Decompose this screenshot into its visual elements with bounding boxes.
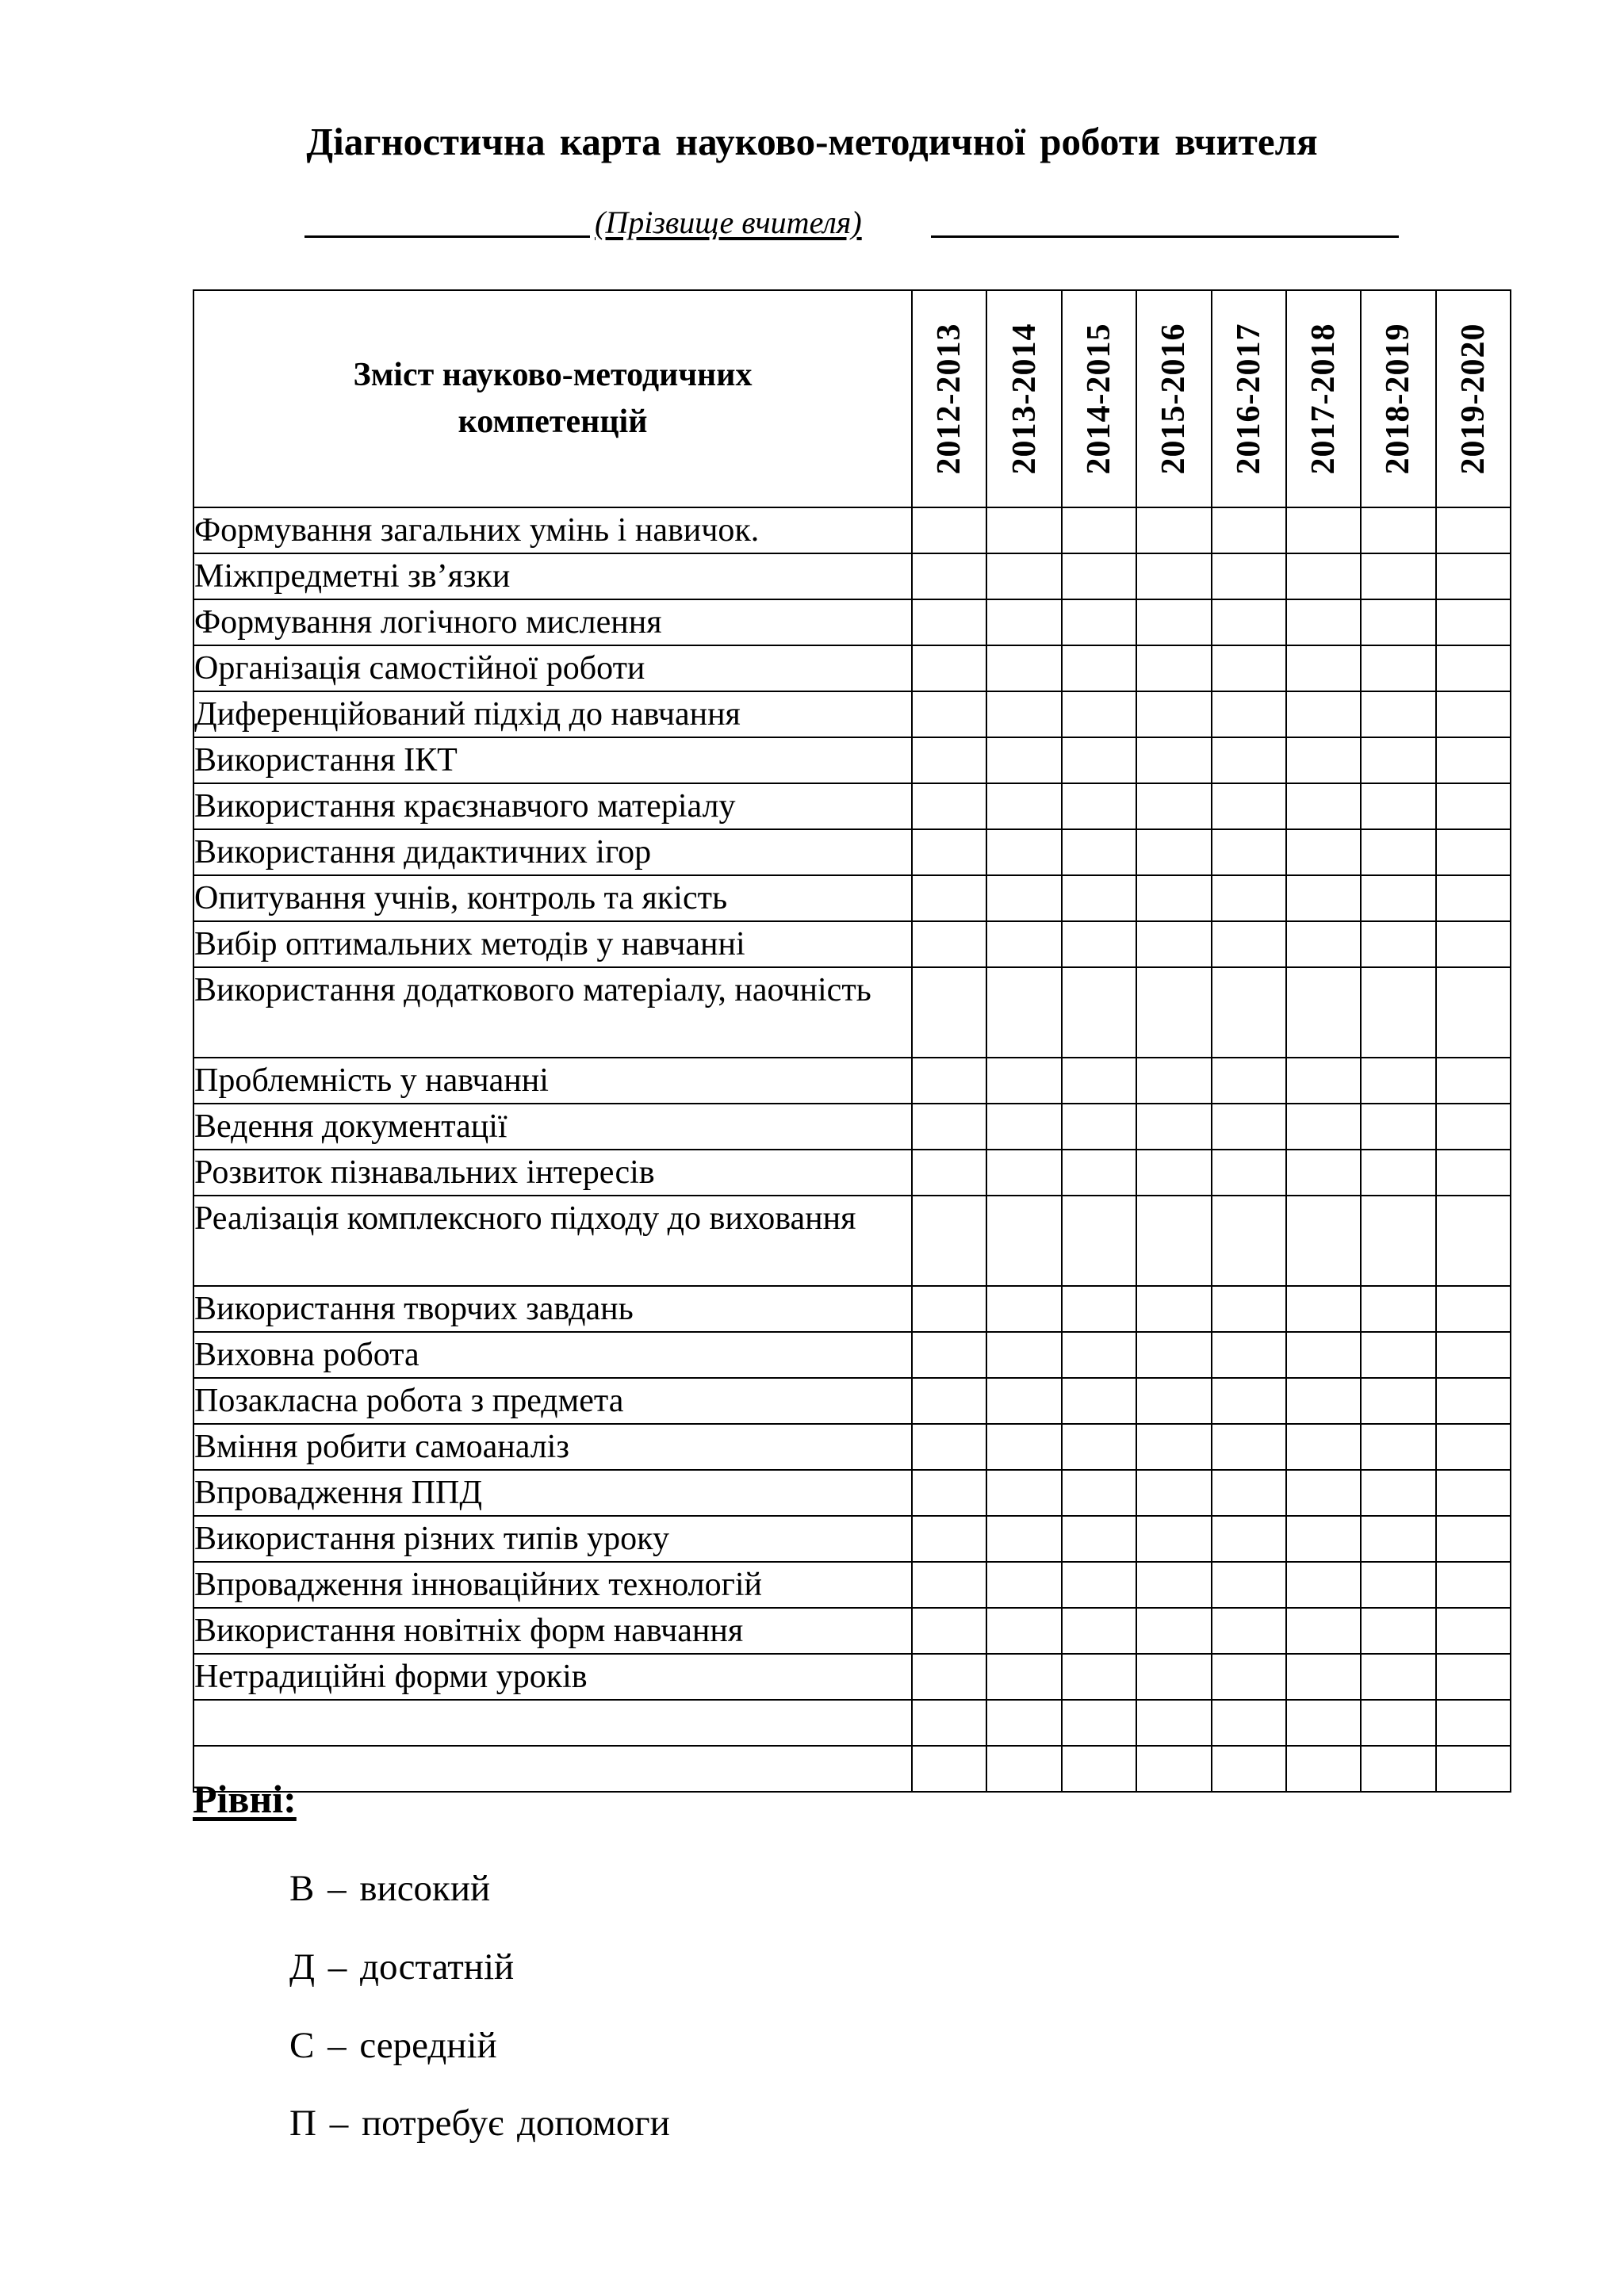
rating-cell[interactable]: [1136, 691, 1211, 737]
rating-cell[interactable]: [1062, 1700, 1136, 1746]
rating-cell[interactable]: [1062, 783, 1136, 829]
rating-cell[interactable]: [1212, 1746, 1286, 1792]
rating-cell[interactable]: [1212, 1700, 1286, 1746]
table-row: [193, 737, 1511, 783]
rating-cell[interactable]: [1136, 507, 1211, 553]
competency-cell: Впровадження ППД: [193, 1470, 912, 1516]
rating-cell[interactable]: [1436, 967, 1511, 1058]
competency-cell: Використання дидактичних ігор: [193, 829, 912, 875]
rating-cell[interactable]: [1436, 921, 1511, 967]
rating-cell[interactable]: [912, 507, 986, 553]
rating-cell[interactable]: [986, 875, 1061, 921]
rating-cell[interactable]: [912, 1332, 986, 1378]
rating-cell[interactable]: [1286, 1562, 1361, 1608]
rating-cell[interactable]: [1436, 875, 1511, 921]
rating-cell[interactable]: [1212, 691, 1286, 737]
rating-cell[interactable]: [1286, 645, 1361, 691]
rating-cell[interactable]: [1212, 829, 1286, 875]
rating-cell[interactable]: [986, 967, 1061, 1058]
rating-cell[interactable]: [1136, 1378, 1211, 1424]
blank-row: [193, 1700, 1511, 1746]
rating-cell[interactable]: [1286, 967, 1361, 1058]
level-item: С – середній: [289, 2025, 497, 2066]
year-label: 2015-2016: [1155, 323, 1193, 475]
rating-cell[interactable]: [912, 645, 986, 691]
rating-cell[interactable]: [1136, 1286, 1211, 1332]
competency-cell: Реалізація комплексного підходу до виховання: [193, 1196, 912, 1286]
rating-cell[interactable]: [912, 921, 986, 967]
rating-cell[interactable]: [1212, 967, 1286, 1058]
teacher-name-blank-left: [304, 235, 590, 238]
rating-cell[interactable]: [986, 1654, 1061, 1700]
rating-cell[interactable]: [1212, 1470, 1286, 1516]
rating-cell[interactable]: [1361, 921, 1435, 967]
rating-cell[interactable]: [912, 691, 986, 737]
year-column-header: [1361, 290, 1435, 507]
rating-cell[interactable]: [1062, 553, 1136, 599]
rating-cell[interactable]: [912, 1378, 986, 1424]
rating-cell[interactable]: [1361, 1196, 1435, 1286]
rating-cell[interactable]: [1062, 599, 1136, 645]
rating-cell[interactable]: [1136, 1700, 1211, 1746]
rating-cell[interactable]: [1436, 553, 1511, 599]
rating-cell[interactable]: [1361, 1286, 1435, 1332]
rating-cell[interactable]: [1136, 737, 1211, 783]
rating-cell[interactable]: [1062, 1516, 1136, 1562]
table-row: [193, 1058, 1511, 1104]
rating-cell[interactable]: [912, 1700, 986, 1746]
rating-cell[interactable]: [1062, 1196, 1136, 1286]
rating-cell[interactable]: [1136, 1516, 1211, 1562]
table-row: [193, 1424, 1511, 1470]
rating-cell[interactable]: [1436, 1104, 1511, 1150]
rating-cell[interactable]: [1212, 921, 1286, 967]
rating-cell[interactable]: [1212, 1608, 1286, 1654]
rating-cell[interactable]: [1361, 1608, 1435, 1654]
year-column-header: [912, 290, 986, 507]
rating-cell[interactable]: [1436, 1378, 1511, 1424]
rating-cell[interactable]: [1286, 783, 1361, 829]
blank-competency-cell[interactable]: [193, 1700, 912, 1746]
competency-cell: Опитування учнів, контроль та якість: [193, 875, 912, 921]
table-row: [193, 783, 1511, 829]
rating-cell[interactable]: [1212, 599, 1286, 645]
rating-cell[interactable]: [1136, 921, 1211, 967]
rating-cell[interactable]: [1286, 1470, 1361, 1516]
rating-cell[interactable]: [1212, 1332, 1286, 1378]
table-row: [193, 599, 1511, 645]
rating-cell[interactable]: [1436, 829, 1511, 875]
rating-cell[interactable]: [1212, 737, 1286, 783]
rating-cell[interactable]: [1062, 875, 1136, 921]
competency-cell: Використання додаткового матеріалу, наочність: [193, 967, 912, 1058]
competencies-column-header-label: Зміст науково-методичних компетенцій: [353, 357, 753, 440]
rating-cell[interactable]: [912, 737, 986, 783]
rating-cell[interactable]: [1361, 1746, 1435, 1792]
rating-cell[interactable]: [986, 1104, 1061, 1150]
rating-cell[interactable]: [1436, 1516, 1511, 1562]
rating-cell[interactable]: [912, 1608, 986, 1654]
rating-cell[interactable]: [986, 1562, 1061, 1608]
year-column-header: [986, 290, 1061, 507]
table-row: [193, 1654, 1511, 1700]
rating-cell[interactable]: [1286, 1746, 1361, 1792]
rating-cell[interactable]: [1062, 1332, 1136, 1378]
rating-cell[interactable]: [1136, 1424, 1211, 1470]
competency-cell: Формування загальних умінь і навичок.: [193, 507, 912, 553]
rating-cell[interactable]: [1062, 967, 1136, 1058]
competency-cell: Вміння робити самоаналіз: [193, 1424, 912, 1470]
rating-cell[interactable]: [912, 1424, 986, 1470]
rating-cell[interactable]: [1286, 1654, 1361, 1700]
rating-cell[interactable]: [1286, 691, 1361, 737]
rating-cell[interactable]: [1062, 737, 1136, 783]
rating-cell[interactable]: [1136, 599, 1211, 645]
rating-cell[interactable]: [1136, 1654, 1211, 1700]
rating-cell[interactable]: [1361, 783, 1435, 829]
rating-cell[interactable]: [1212, 1562, 1286, 1608]
table-row: [193, 1332, 1511, 1378]
rating-cell[interactable]: [1436, 737, 1511, 783]
table-row: [193, 1150, 1511, 1196]
rating-cell[interactable]: [1136, 829, 1211, 875]
competency-cell: Міжпредметні зв’язки: [193, 553, 912, 599]
rating-cell[interactable]: [1361, 1150, 1435, 1196]
rating-cell[interactable]: [986, 921, 1061, 967]
level-item: Д – достатній: [289, 1946, 515, 1988]
rating-cell[interactable]: [1436, 645, 1511, 691]
rating-cell[interactable]: [986, 599, 1061, 645]
blank-competency-cell[interactable]: [193, 1746, 912, 1792]
rating-cell[interactable]: [1436, 1424, 1511, 1470]
rating-cell[interactable]: [986, 783, 1061, 829]
document-title: Діагностична карта науково-методичної роботи вчителя: [306, 120, 1318, 163]
rating-cell[interactable]: [1286, 1286, 1361, 1332]
rating-cell[interactable]: [1286, 1608, 1361, 1654]
rating-cell[interactable]: [1286, 1104, 1361, 1150]
level-item: П – потребує допомоги: [289, 2103, 670, 2144]
rating-cell[interactable]: [1062, 1608, 1136, 1654]
year-label: 2017-2018: [1305, 323, 1342, 475]
rating-cell[interactable]: [1136, 783, 1211, 829]
year-column-header: [1062, 290, 1136, 507]
rating-cell[interactable]: [1286, 553, 1361, 599]
rating-cell[interactable]: [1436, 1196, 1511, 1286]
rating-cell[interactable]: [986, 1746, 1061, 1792]
rating-cell[interactable]: [1436, 1058, 1511, 1104]
rating-cell[interactable]: [1212, 1058, 1286, 1104]
rating-cell[interactable]: [1062, 1424, 1136, 1470]
rating-cell[interactable]: [912, 1654, 986, 1700]
rating-cell[interactable]: [1136, 967, 1211, 1058]
rating-cell[interactable]: [986, 691, 1061, 737]
rating-cell[interactable]: [1062, 1470, 1136, 1516]
table-row: [193, 507, 1511, 553]
rating-cell[interactable]: [1136, 1562, 1211, 1608]
rating-cell[interactable]: [912, 1058, 986, 1104]
rating-cell[interactable]: [1361, 1654, 1435, 1700]
rating-cell[interactable]: [1436, 1562, 1511, 1608]
rating-cell[interactable]: [1286, 599, 1361, 645]
rating-cell[interactable]: [1062, 921, 1136, 967]
rating-cell[interactable]: [1361, 1516, 1435, 1562]
rating-cell[interactable]: [1361, 967, 1435, 1058]
competency-cell: Ведення документації: [193, 1104, 912, 1150]
rating-cell[interactable]: [912, 967, 986, 1058]
rating-cell[interactable]: [912, 1746, 986, 1792]
rating-cell[interactable]: [986, 1196, 1061, 1286]
rating-cell[interactable]: [986, 1286, 1061, 1332]
rating-cell[interactable]: [1361, 1424, 1435, 1470]
table-row: [193, 1104, 1511, 1150]
rating-cell[interactable]: [1436, 1286, 1511, 1332]
rating-cell[interactable]: [1286, 1058, 1361, 1104]
competency-cell: Використання новітніх форм навчання: [193, 1608, 912, 1654]
rating-cell[interactable]: [1361, 507, 1435, 553]
rating-cell[interactable]: [912, 783, 986, 829]
rating-cell[interactable]: [912, 599, 986, 645]
rating-cell[interactable]: [1212, 507, 1286, 553]
rating-cell[interactable]: [986, 1470, 1061, 1516]
table-row: [193, 967, 1511, 1058]
rating-cell[interactable]: [1212, 783, 1286, 829]
rating-cell[interactable]: [1361, 829, 1435, 875]
rating-cell[interactable]: [1212, 1654, 1286, 1700]
rating-cell[interactable]: [1361, 1378, 1435, 1424]
rating-cell[interactable]: [1436, 1332, 1511, 1378]
blank-row: [193, 1746, 1511, 1792]
competency-cell: Використання ІКТ: [193, 737, 912, 783]
competency-cell: Використання краєзнавчого матеріалу: [193, 783, 912, 829]
rating-cell[interactable]: [912, 1286, 986, 1332]
competency-cell: Впровадження інноваційних технологій: [193, 1562, 912, 1608]
rating-cell[interactable]: [1062, 1746, 1136, 1792]
rating-cell[interactable]: [1062, 1654, 1136, 1700]
rating-cell[interactable]: [1062, 645, 1136, 691]
rating-cell[interactable]: [1361, 553, 1435, 599]
rating-cell[interactable]: [1286, 737, 1361, 783]
rating-cell[interactable]: [1062, 507, 1136, 553]
rating-cell[interactable]: [912, 1150, 986, 1196]
rating-cell[interactable]: [986, 645, 1061, 691]
rating-cell[interactable]: [912, 875, 986, 921]
rating-cell[interactable]: [1361, 691, 1435, 737]
table-row: [193, 1196, 1511, 1286]
rating-cell[interactable]: [1136, 1058, 1211, 1104]
rating-cell[interactable]: [1361, 1562, 1435, 1608]
competencies-column-header: [193, 290, 912, 507]
rating-cell[interactable]: [1062, 1150, 1136, 1196]
year-column-header: [1136, 290, 1211, 507]
year-column-header: [1436, 290, 1511, 507]
teacher-name-caption: (Прізвище вчителя): [595, 205, 862, 240]
rating-cell[interactable]: [1212, 1378, 1286, 1424]
rating-cell[interactable]: [1436, 1150, 1511, 1196]
table-row: [193, 691, 1511, 737]
rating-cell[interactable]: [1136, 1196, 1211, 1286]
rating-cell[interactable]: [1136, 1470, 1211, 1516]
level-item: В – високий: [289, 1868, 491, 1909]
rating-cell[interactable]: [1286, 1424, 1361, 1470]
rating-cell[interactable]: [1062, 1058, 1136, 1104]
rating-cell[interactable]: [1361, 1470, 1435, 1516]
table-row: [193, 1516, 1511, 1562]
rating-cell[interactable]: [1361, 599, 1435, 645]
rating-cell[interactable]: [1436, 1746, 1511, 1792]
year-label: 2018-2019: [1380, 323, 1417, 475]
rating-cell[interactable]: [1361, 1700, 1435, 1746]
table-row: [193, 645, 1511, 691]
competency-cell: Вибір оптимальних методів у навчанні: [193, 921, 912, 967]
rating-cell[interactable]: [1361, 1058, 1435, 1104]
year-label: 2014-2015: [1080, 323, 1117, 475]
teacher-name-line: [304, 197, 1399, 241]
rating-cell[interactable]: [1212, 553, 1286, 599]
table-header-row: [193, 290, 1511, 507]
year-label: 2012-2013: [931, 323, 968, 475]
rating-cell[interactable]: [1136, 645, 1211, 691]
table-row: [193, 1286, 1511, 1332]
rating-cell[interactable]: [912, 1516, 986, 1562]
table-row: [193, 1470, 1511, 1516]
competency-cell: Використання різних типів уроку: [193, 1516, 912, 1562]
rating-cell[interactable]: [1286, 1196, 1361, 1286]
table-row: [193, 1378, 1511, 1424]
rating-cell[interactable]: [1212, 875, 1286, 921]
table-row: [193, 553, 1511, 599]
table-row: [193, 1562, 1511, 1608]
teacher-name-blank-right: [931, 235, 1399, 238]
competency-cell: Використання творчих завдань: [193, 1286, 912, 1332]
rating-cell[interactable]: [1436, 507, 1511, 553]
rating-cell[interactable]: [1436, 1700, 1511, 1746]
competency-cell: Позакласна робота з предмета: [193, 1378, 912, 1424]
rating-cell[interactable]: [1286, 1332, 1361, 1378]
competency-cell: Нетрадиційні форми уроків: [193, 1654, 912, 1700]
rating-cell[interactable]: [1062, 1378, 1136, 1424]
rating-cell[interactable]: [1286, 507, 1361, 553]
rating-cell[interactable]: [1136, 875, 1211, 921]
table-row: [193, 875, 1511, 921]
levels-heading: Рівні:: [193, 1777, 297, 1821]
rating-cell[interactable]: [912, 1196, 986, 1286]
rating-cell[interactable]: [912, 553, 986, 599]
competency-cell: Розвиток пізнавальних інтересів: [193, 1150, 912, 1196]
rating-cell[interactable]: [1436, 1608, 1511, 1654]
rating-cell[interactable]: [986, 1332, 1061, 1378]
table-row: [193, 1608, 1511, 1654]
rating-cell[interactable]: [1436, 783, 1511, 829]
rating-cell[interactable]: [1212, 1104, 1286, 1150]
rating-cell[interactable]: [1136, 1332, 1211, 1378]
rating-cell[interactable]: [912, 1562, 986, 1608]
competency-cell: Виховна робота: [193, 1332, 912, 1378]
rating-cell[interactable]: [912, 1104, 986, 1150]
competency-cell: Організація самостійної роботи: [193, 645, 912, 691]
rating-cell[interactable]: [1361, 645, 1435, 691]
rating-cell[interactable]: [1212, 645, 1286, 691]
rating-cell[interactable]: [1361, 1332, 1435, 1378]
rating-cell[interactable]: [1062, 1562, 1136, 1608]
competency-cell: Формування логічного мислення: [193, 599, 912, 645]
rating-cell[interactable]: [1062, 829, 1136, 875]
competency-cell: Диференційований підхід до навчання: [193, 691, 912, 737]
rating-cell[interactable]: [912, 1470, 986, 1516]
rating-cell[interactable]: [912, 829, 986, 875]
table-row: [193, 921, 1511, 967]
rating-cell[interactable]: [1136, 1104, 1211, 1150]
rating-cell[interactable]: [986, 1608, 1061, 1654]
rating-cell[interactable]: [1286, 875, 1361, 921]
rating-cell[interactable]: [1436, 1654, 1511, 1700]
rating-cell[interactable]: [986, 737, 1061, 783]
rating-cell[interactable]: [1286, 921, 1361, 967]
year-column-header: [1212, 290, 1286, 507]
competency-cell: Проблемність у навчанні: [193, 1058, 912, 1104]
rating-cell[interactable]: [1286, 1700, 1361, 1746]
rating-cell[interactable]: [986, 507, 1061, 553]
rating-cell[interactable]: [1062, 1286, 1136, 1332]
rating-cell[interactable]: [986, 1378, 1061, 1424]
rating-cell[interactable]: [1136, 1608, 1211, 1654]
rating-cell[interactable]: [1136, 1746, 1211, 1792]
rating-cell[interactable]: [1286, 1378, 1361, 1424]
rating-cell[interactable]: [986, 1700, 1061, 1746]
rating-cell[interactable]: [1212, 1150, 1286, 1196]
rating-cell[interactable]: [986, 1424, 1061, 1470]
rating-cell[interactable]: [1286, 829, 1361, 875]
rating-cell[interactable]: [1286, 1150, 1361, 1196]
rating-cell[interactable]: [1062, 1104, 1136, 1150]
rating-cell[interactable]: [1212, 1424, 1286, 1470]
diagnostic-table: [193, 289, 1511, 1793]
rating-cell[interactable]: [986, 1058, 1061, 1104]
year-label: 2013-2014: [1005, 323, 1043, 475]
year-column-header: [1286, 290, 1361, 507]
rating-cell[interactable]: [986, 553, 1061, 599]
rating-cell[interactable]: [986, 829, 1061, 875]
year-label: 2016-2017: [1230, 323, 1267, 475]
rating-cell[interactable]: [1436, 1470, 1511, 1516]
rating-cell[interactable]: [1361, 1104, 1435, 1150]
table-row: [193, 829, 1511, 875]
year-label: 2019-2020: [1454, 323, 1492, 475]
rating-cell[interactable]: [986, 1150, 1061, 1196]
rating-cell[interactable]: [1436, 599, 1511, 645]
table-body: [193, 507, 1511, 1792]
rating-cell[interactable]: [1212, 1516, 1286, 1562]
rating-cell[interactable]: [1136, 1150, 1211, 1196]
rating-cell[interactable]: [1286, 1516, 1361, 1562]
rating-cell[interactable]: [1212, 1196, 1286, 1286]
rating-cell[interactable]: [1361, 737, 1435, 783]
rating-cell[interactable]: [1062, 691, 1136, 737]
rating-cell[interactable]: [1212, 1286, 1286, 1332]
rating-cell[interactable]: [986, 1516, 1061, 1562]
rating-cell[interactable]: [1361, 875, 1435, 921]
rating-cell[interactable]: [1136, 553, 1211, 599]
rating-cell[interactable]: [1436, 691, 1511, 737]
